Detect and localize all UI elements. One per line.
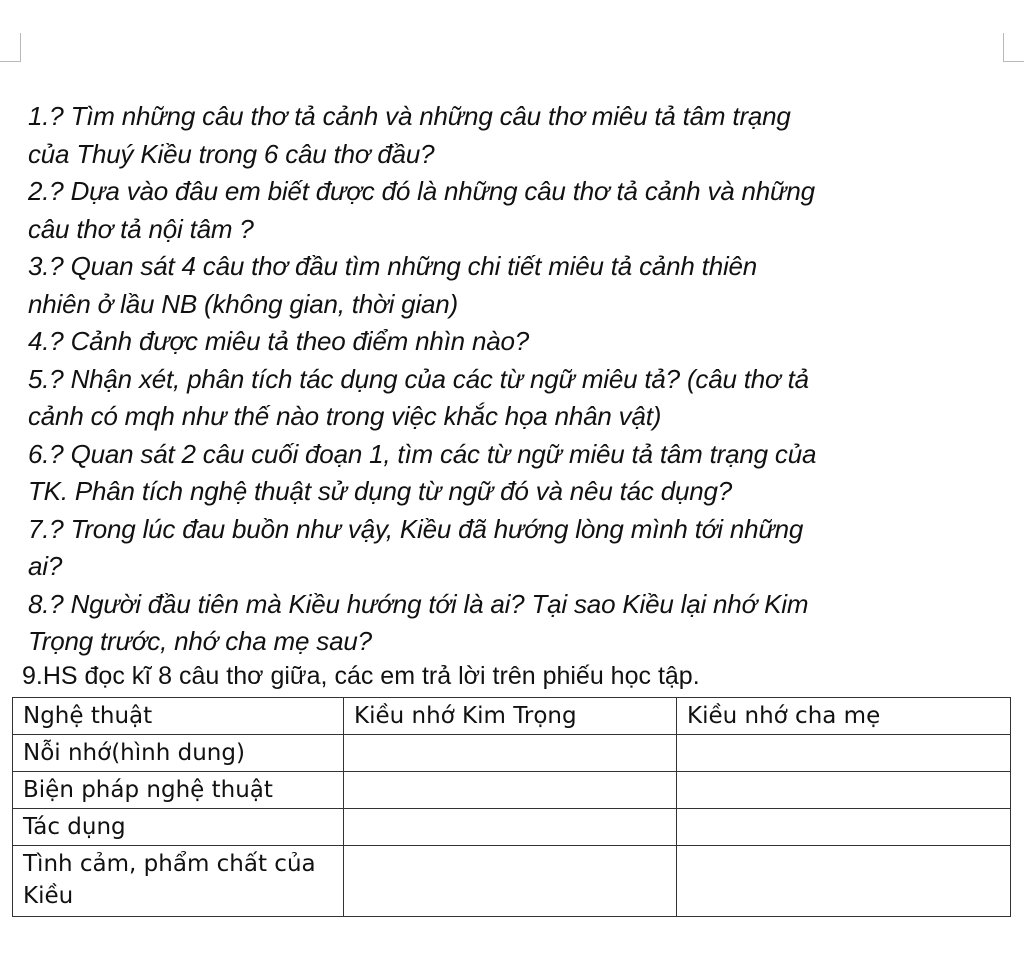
question-3-line-1: 3.? Quan sát 4 câu thơ đầu tìm những chi tiết miêu tả cảnh thiên <box>28 251 758 281</box>
table-row <box>13 846 1011 917</box>
row-label-cell: Tác dụng <box>13 809 344 846</box>
answer-cell[interactable] <box>344 846 677 917</box>
answer-cell[interactable] <box>677 772 1011 809</box>
row-label-cell: Biện pháp nghệ thuật <box>13 772 344 809</box>
question-1-line-1: 1.? Tìm những câu thơ tả cảnh và những câu thơ miêu tả tâm trạng <box>28 101 791 131</box>
question-8-line-2: Trọng trước, nhớ cha mẹ sau? <box>28 626 372 656</box>
question-8-line-1: 8.? Người đầu tiên mà Kiều hướng tới là ai? Tại sao Kiều lại nhớ Kim <box>28 588 809 619</box>
table-header-row <box>13 698 1011 735</box>
table-row <box>13 772 1011 809</box>
page-corner-mark-right <box>1003 33 1024 62</box>
question-3-line-2: nhiên ở lầu NB (không gian, thời gian) <box>28 288 458 319</box>
page-corner-mark-left <box>0 33 21 62</box>
question-2-line-2: câu thơ tả nội tâm ? <box>28 213 254 244</box>
answer-cell[interactable] <box>677 735 1011 772</box>
row-label-cell: Tình cảm, phẩm chất của Kiều <box>13 846 344 917</box>
header-cell-parents: Kiều nhớ cha mẹ <box>677 698 1011 735</box>
question-7-line-1: 7.? Trong lúc đau buồn như vậy, Kiều đã hướng lòng mình tới những <box>28 513 804 544</box>
answer-cell[interactable] <box>677 809 1011 846</box>
question-list <box>28 98 1018 661</box>
question-6-line-2: TK. Phân tích nghệ thuật sử dụng từ ngữ đó và nêu tác dụng? <box>28 476 733 506</box>
question-5-line-2: cảnh có mqh như thế nào trong việc khắc họa nhân vật) <box>28 401 662 431</box>
answer-cell[interactable] <box>344 772 677 809</box>
question-2-line-1: 2.? Dựa vào đâu em biết được đó là những câu thơ tả cảnh và những <box>28 176 815 206</box>
answer-cell[interactable] <box>344 809 677 846</box>
header-cell-art: Nghệ thuật <box>13 698 344 735</box>
header-cell-kim-trong: Kiều nhớ Kim Trọng <box>344 698 677 735</box>
task-instruction: 9.HS đọc kĩ 8 câu thơ giữa, các em trả lời trên phiếu học tập. <box>22 662 700 690</box>
question-5-line-1: 5.? Nhận xét, phân tích tác dụng của các từ ngữ miêu tả? (câu thơ tả <box>28 363 809 394</box>
question-7-line-2: ai? <box>28 551 63 581</box>
row-label-cell: Nỗi nhớ(hình dung) <box>13 735 344 772</box>
question-6-line-1: 6.? Quan sát 2 câu cuối đoạn 1, tìm các từ ngữ miêu tả tâm trạng của <box>28 438 817 469</box>
answer-cell[interactable] <box>344 735 677 772</box>
worksheet-table <box>12 697 1011 917</box>
table-row <box>13 735 1011 772</box>
answer-cell[interactable] <box>677 846 1011 917</box>
table-row <box>13 809 1011 846</box>
question-1-line-2: của Thuý Kiều trong 6 câu thơ đầu? <box>28 138 435 169</box>
question-4-line-1: 4.? Cảnh được miêu tả theo điểm nhìn nào? <box>28 326 529 356</box>
